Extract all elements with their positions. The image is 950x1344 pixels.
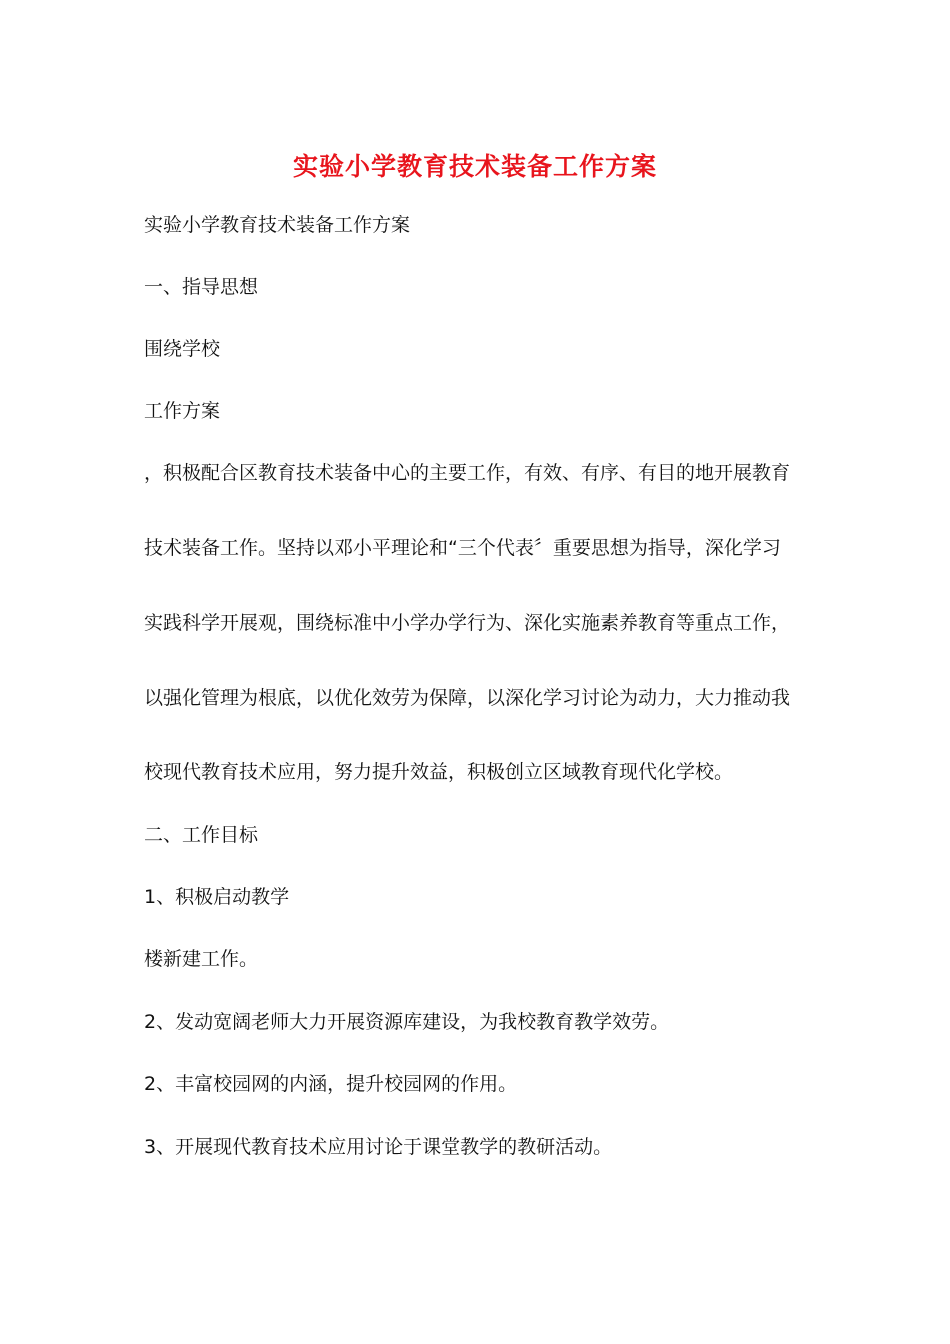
- paragraph-line: 校现代教育技术应用，努力提升效益，积极创立区域教育现代化学校。: [144, 761, 734, 783]
- list-item: 2、丰富校园网的内涵，提升校园网的作用。: [144, 1073, 518, 1095]
- paragraph-line: 技术装备工作。坚持以邓小平理论和“三个代表〞重要思想为指导，深化学习: [144, 537, 781, 559]
- paragraph-line: 实践科学开展观，围绕标准中小学办学行为、深化实施素养教育等重点工作，: [144, 612, 791, 634]
- list-item-continuation: 楼新建工作。: [144, 948, 259, 970]
- paragraph-line: ，积极配合区教育技术装备中心的主要工作，有效、有序、有目的地开展教育: [144, 462, 791, 484]
- paragraph-line: 工作方案: [144, 400, 221, 422]
- list-item: 2、发动宽阔老师大力开展资源库建设，为我校教育教学效劳。: [144, 1011, 670, 1033]
- document-title: 实验小学教育技术装备工作方案: [292, 152, 657, 181]
- list-item: 1、积极启动教学: [144, 886, 290, 908]
- paragraph-line: 围绕学校: [144, 338, 221, 360]
- section-heading-guiding-ideology: 一、指导思想: [144, 276, 259, 298]
- section-heading-work-goals: 二、工作目标: [144, 824, 259, 846]
- paragraph-line: 以强化管理为根底，以优化效劳为保障，以深化学习讨论为动力，大力推动我: [144, 687, 791, 709]
- list-item: 3、开展现代教育技术应用讨论于课堂教学的教研活动。: [144, 1136, 613, 1158]
- subtitle-line: 实验小学教育技术装备工作方案: [144, 214, 411, 236]
